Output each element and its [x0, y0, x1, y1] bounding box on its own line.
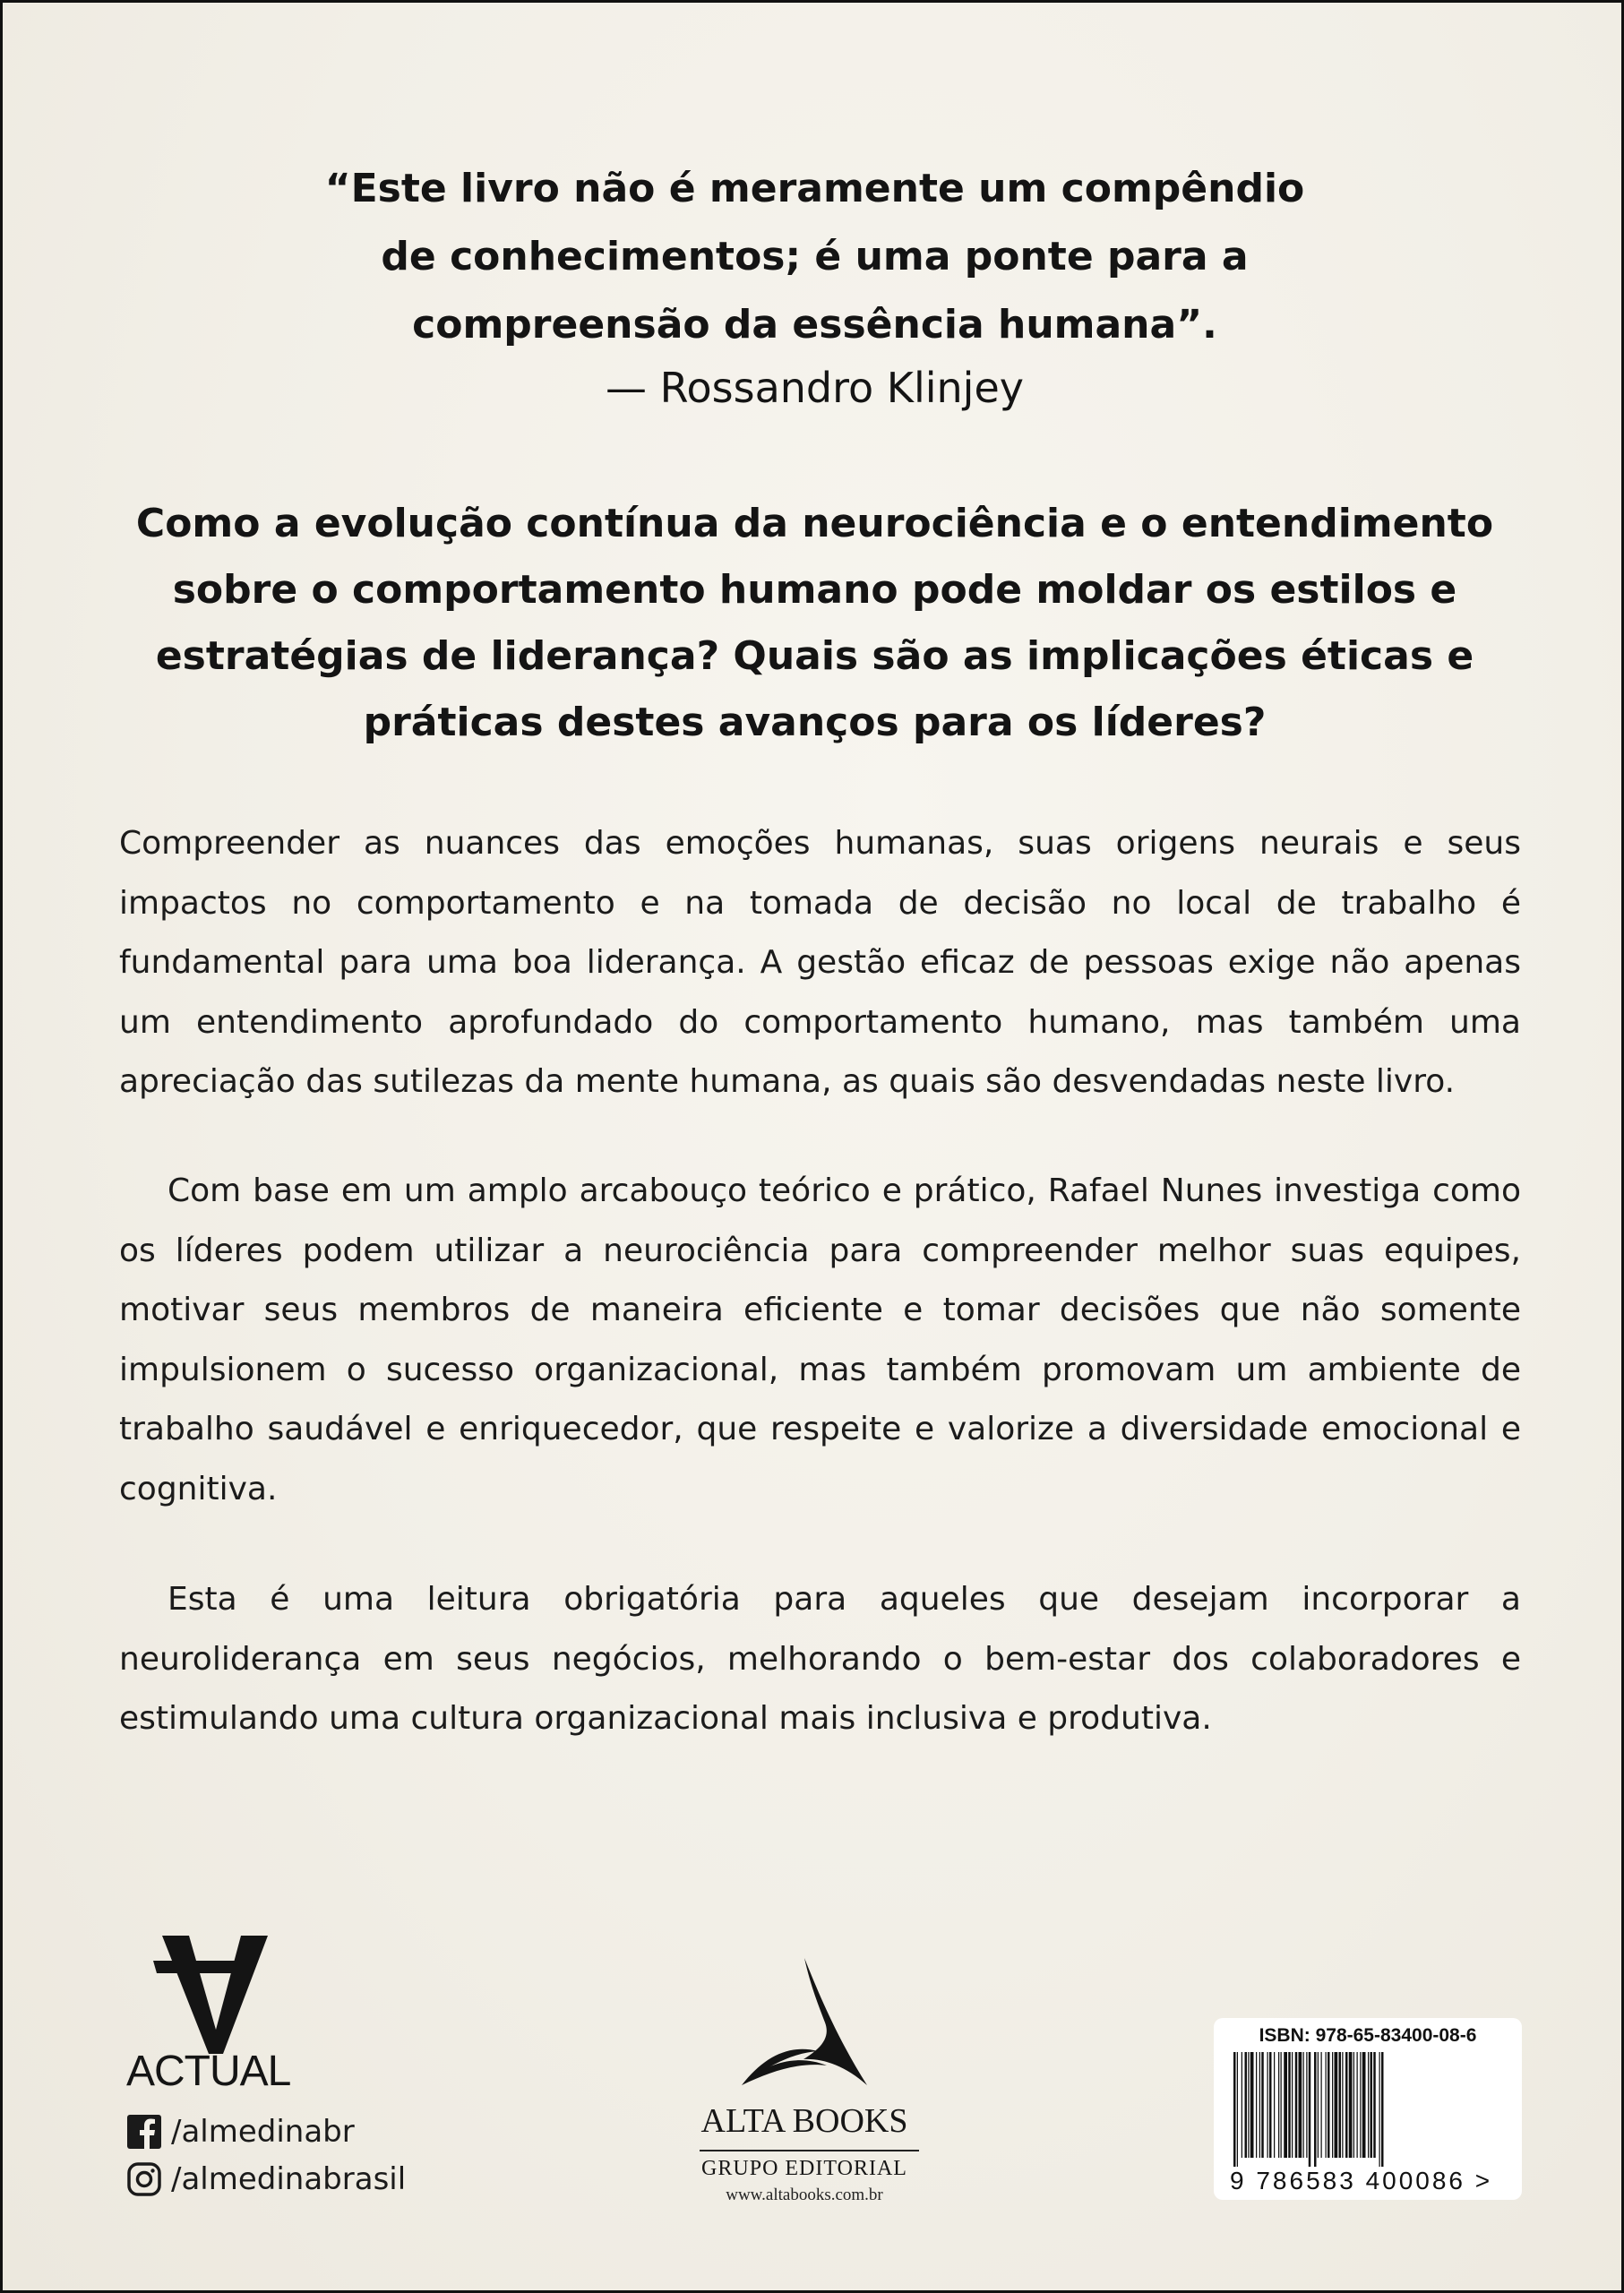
barcode-bar	[1362, 2052, 1366, 2158]
instagram-link[interactable]	[126, 2160, 406, 2199]
facebook-handle: /almedinabr	[171, 2114, 355, 2150]
publisher-subtitle: GRUPO EDITORIAL	[701, 2157, 907, 2180]
barcode-bar	[1326, 2052, 1327, 2158]
barcode-bar	[1357, 2052, 1358, 2158]
barcode-bar	[1237, 2052, 1238, 2167]
body-paragraph-3: Esta é uma leitura obrigatória para aqueles que desejam incorporar a neuroliderança em seus negócios, melhorando o bem-estar dos colaboradores e estimulando uma cultura organizacional mais inclusiva e produtiva.	[119, 1581, 1521, 1737]
body-paragraph-2: Com base em um amplo arcabouço teórico e prático, Rafael Nunes investiga como os líderes podem utilizar a neurociência para compreender melhor suas equipes, motivar seus membros de maneira eficiente e tomar decisões que não somente impulsionem o sucesso organizacional, mas também promovam um ambiente de trabalho saudável e enriquecedor, que respeite e valorize a diversidade emocional e cognitiva.	[119, 1172, 1521, 1507]
quote-line: compreensão da essência humana”.	[412, 302, 1217, 348]
barcode-bar	[1278, 2052, 1279, 2158]
barcode-bar	[1353, 2052, 1354, 2158]
barcode-bar	[1259, 2052, 1260, 2158]
quote-author: — Rossandro Klinjey	[606, 364, 1024, 412]
barcode-bar	[1371, 2052, 1373, 2158]
barcode-bar	[1267, 2052, 1268, 2158]
barcode-bar	[1261, 2052, 1264, 2158]
barcode-bar	[1318, 2052, 1319, 2158]
barcode-bar	[1335, 2052, 1338, 2158]
question-line: Como a evolução contínua da neurociência e o entendimento	[135, 501, 1494, 546]
barcode-bar	[1299, 2052, 1302, 2158]
barcode-bar	[1281, 2052, 1282, 2158]
barcode-bar	[1314, 2052, 1317, 2167]
barcode-bars	[1232, 2052, 1500, 2167]
barcode-bar	[1233, 2052, 1236, 2167]
lead-question	[110, 491, 1519, 756]
barcode-bar	[1250, 2052, 1254, 2158]
question-line: práticas destes avanços para os líderes?	[363, 700, 1267, 745]
publisher-divider	[700, 2150, 919, 2151]
body-paragraph-1: Compreender as nuances das emoções humanas, suas origens neurais e seus impactos no comportamento e na tomada de decisão no local de trabalho é fundamental para uma boa liderança. A gestão eficaz de pessoas exige não apenas um entendimento aprofundado do comportamento humano, mas também uma apreciação das sutilezas da mente humana, as quais são desvendadas neste livro.	[119, 825, 1521, 1100]
barcode-bar	[1328, 2052, 1330, 2158]
barcode-bar	[1321, 2052, 1322, 2158]
barcode-bar	[1288, 2052, 1291, 2158]
barcode-bar	[1303, 2052, 1304, 2158]
imprint-name: ACTUAL	[126, 2048, 291, 2095]
barcode-bar	[1245, 2052, 1248, 2158]
barcode-bar	[1306, 2052, 1307, 2158]
barcode-bar	[1360, 2052, 1361, 2158]
isbn-label: ISBN: 978-65-83400-08-6	[1259, 2025, 1477, 2046]
barcode-bar	[1349, 2052, 1353, 2158]
barcode-bar	[1256, 2052, 1257, 2158]
facebook-link[interactable]	[126, 2112, 355, 2151]
barcode-bar	[1381, 2052, 1384, 2167]
question-line: estratégias de liderança? Quais são as implicações éticas e	[155, 633, 1474, 679]
barcode-bar	[1342, 2052, 1343, 2158]
alta-books-logo	[737, 1951, 872, 2094]
barcode-bar	[1248, 2052, 1249, 2158]
quote-line: “Este livro não é meramente um compêndio	[324, 166, 1305, 211]
epigraph-quote	[182, 155, 1448, 359]
barcode-digits: 9 786583 400086 >	[1230, 2167, 1493, 2194]
barcode-bar	[1345, 2052, 1348, 2158]
publisher-name: ALTA BOOKS	[700, 2102, 908, 2140]
barcode-bar	[1295, 2052, 1298, 2158]
barcode-bar	[1284, 2052, 1287, 2158]
barcode-bar	[1368, 2052, 1369, 2158]
barcode-bar	[1373, 2052, 1376, 2158]
publisher-url[interactable]: www.altabooks.com.br	[726, 2186, 883, 2204]
question-line: sobre o comportamento humano pode moldar os estilos e	[172, 567, 1457, 613]
barcode-bar	[1379, 2052, 1380, 2167]
barcode-bar	[1332, 2052, 1333, 2158]
instagram-handle: /almedinabrasil	[171, 2161, 407, 2197]
quote-line: de conhecimentos; é uma ponte para a	[381, 234, 1249, 279]
barcode-bar	[1274, 2052, 1275, 2158]
barcode-bar	[1292, 2052, 1293, 2158]
instagram-icon	[126, 2161, 162, 2197]
barcode-bar	[1269, 2052, 1272, 2158]
barcode-bar	[1339, 2052, 1342, 2158]
barcode-bar	[1309, 2052, 1311, 2167]
facebook-icon	[126, 2114, 162, 2150]
barcode	[1214, 2018, 1522, 2200]
